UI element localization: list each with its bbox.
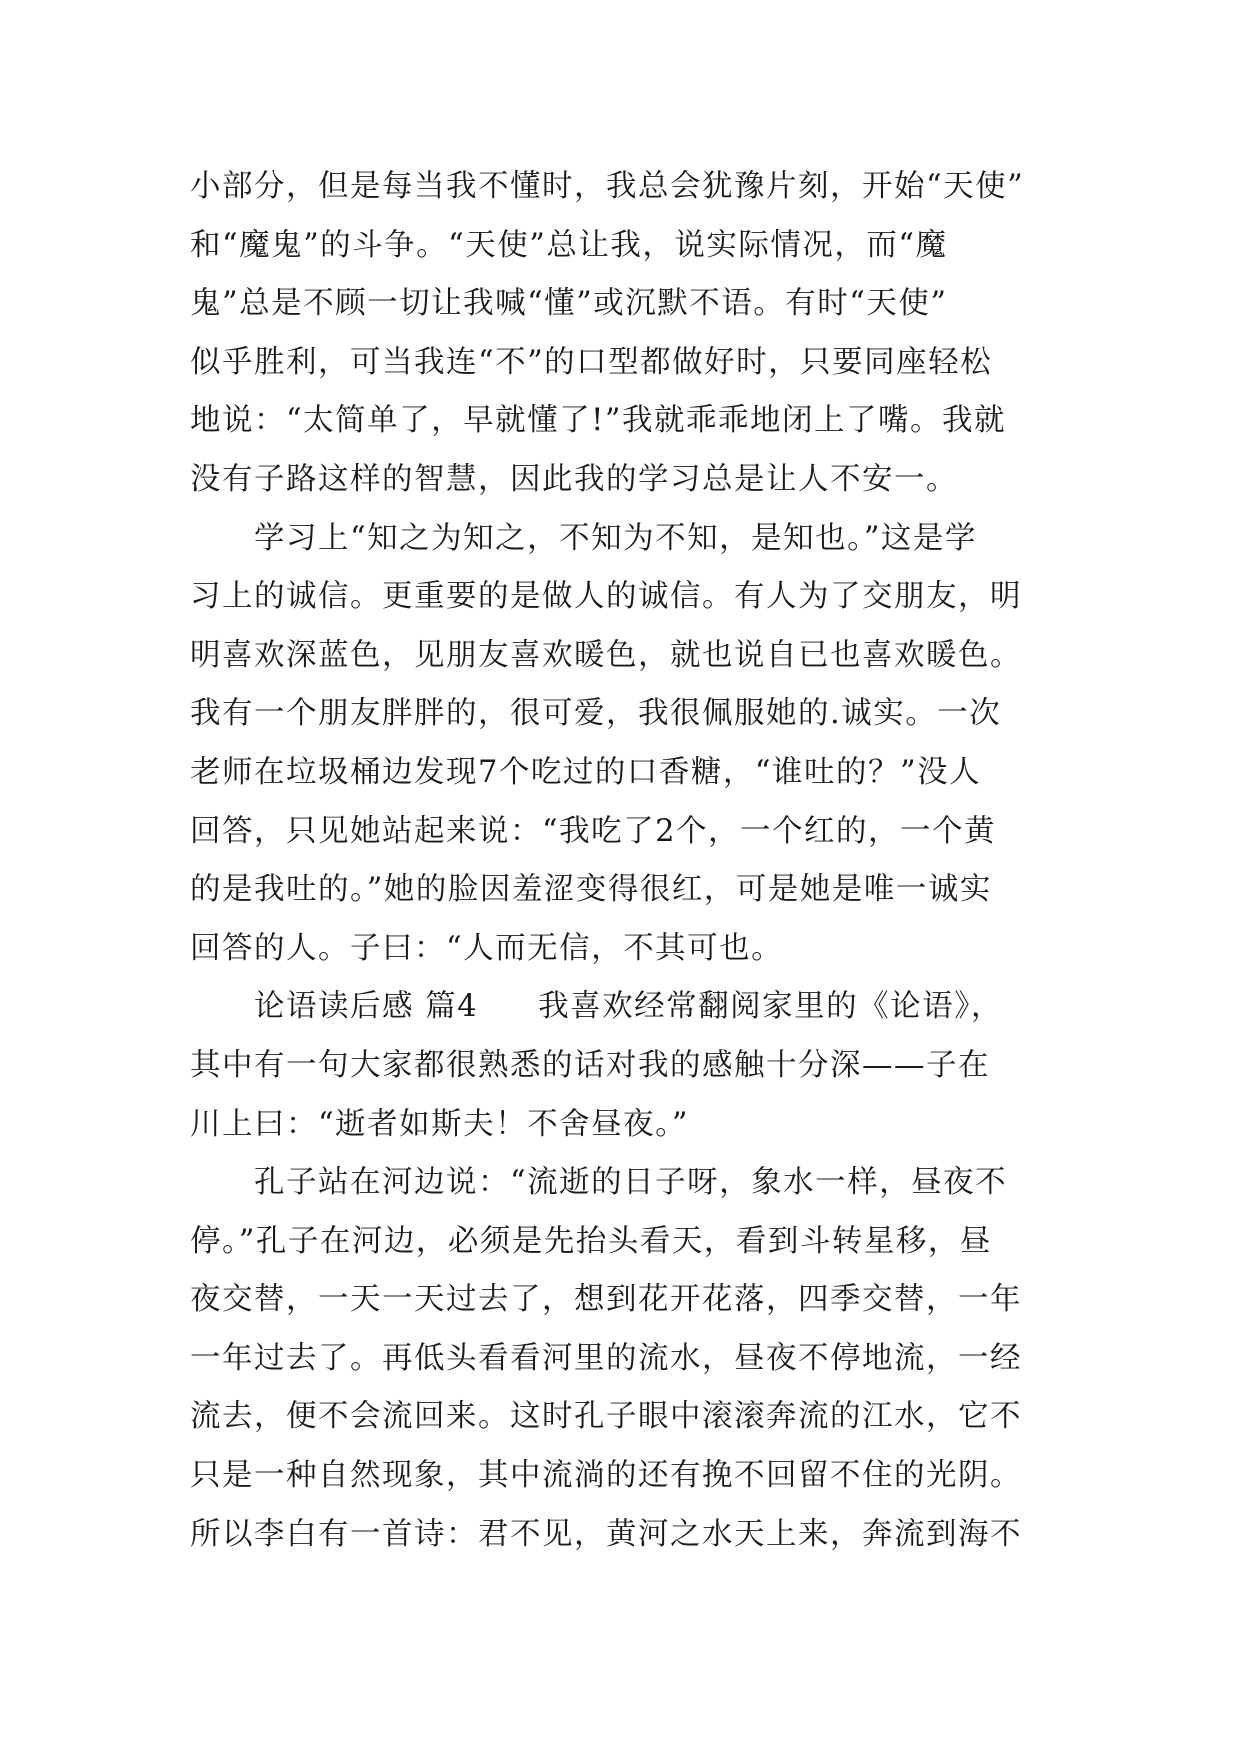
text-line: 老师在垃圾桶边发现7个吃过的口香糖，“谁吐的？”没人 <box>190 754 982 790</box>
text-line: 明喜欢深蓝色，见朋友喜欢暖色，就也说自已也喜欢暖色。 <box>190 637 1022 673</box>
text-line: 一年过去了。再低头看看河里的流水，昼夜不停地流，一经 <box>190 1340 1022 1376</box>
text-line: 学习上“知之为知之，不知为不知，是知也。”这是学 <box>254 520 977 556</box>
text-line: 其中有一句大家都很熟悉的话对我的感触十分深——子在 <box>190 1047 990 1083</box>
text-line: 的是我吐的。”她的脸因羞涩变得很红，可是她是唯一诚实 <box>190 872 992 908</box>
text-line: 川上曰：“逝者如斯夫！不舍昼夜。” <box>190 1106 689 1142</box>
paragraph <box>190 978 1090 1154</box>
text-line: 流去，便不会流回来。这时孔子眼中滚滚奔流的江水，它不 <box>190 1399 1022 1435</box>
text-line: 我喜欢经常翻阅家里的《论语》， <box>538 989 1003 1025</box>
text-line: 我有一个朋友胖胖的，很可爱，我很佩服她的.诚实。一次 <box>190 696 1002 732</box>
section-heading: 论语读后感 篇4 <box>254 989 479 1025</box>
text-line: 和“魔鬼”的斗争。“天使”总让我，说实际情况，而“魔 <box>190 227 948 263</box>
text-line: 小部分，但是每当我不懂时，我总会犹豫片刻，开始“天使” <box>190 169 1025 204</box>
text-line: 夜交替，一天一天过去了，想到花开花落，四季交替，一年 <box>190 1282 1022 1318</box>
text-line: 停。”孔子在河边，必须是先抬头看天，看到斗转星移，昼 <box>190 1223 992 1259</box>
text-line: 鬼”总是不顾一切让我喊“懂”或沉默不语。有时“天使” <box>190 286 948 322</box>
text-line: 只是一种自然现象，其中流淌的还有挽不回留不住的光阴。 <box>190 1458 1022 1494</box>
text-line: 没有子路这样的智慧，因此我的学习总是让人不安一。 <box>190 461 958 497</box>
text-line: 地说：“太简单了，早就懂了!”我就乖乖地闭上了嘴。我就 <box>190 403 1006 439</box>
text-line: 回答，只见她站起来说：“我吃了2个，一个红的，一个黄 <box>190 813 996 849</box>
text-line: 孔子站在河边说：“流逝的日子呀，象水一样，昼夜不 <box>254 1165 1008 1201</box>
paragraph <box>190 510 1090 979</box>
paragraph <box>190 158 1090 510</box>
text-line: 所以李白有一首诗：君不见，黄河之水天上来，奔流到海不 <box>190 1516 1022 1552</box>
section-heading-line <box>190 978 1090 1037</box>
paragraph <box>190 1154 1090 1564</box>
text-line: 习上的诚信。更重要的是做人的诚信。有人为了交朋友，明 <box>190 579 1022 615</box>
document-body <box>190 158 1090 1564</box>
text-line: 似乎胜利，可当我连“不”的口型都做好时，只要同座轻松 <box>190 344 993 380</box>
text-line: 回答的人。子曰：“人而无信，不其可也。 <box>190 930 784 966</box>
